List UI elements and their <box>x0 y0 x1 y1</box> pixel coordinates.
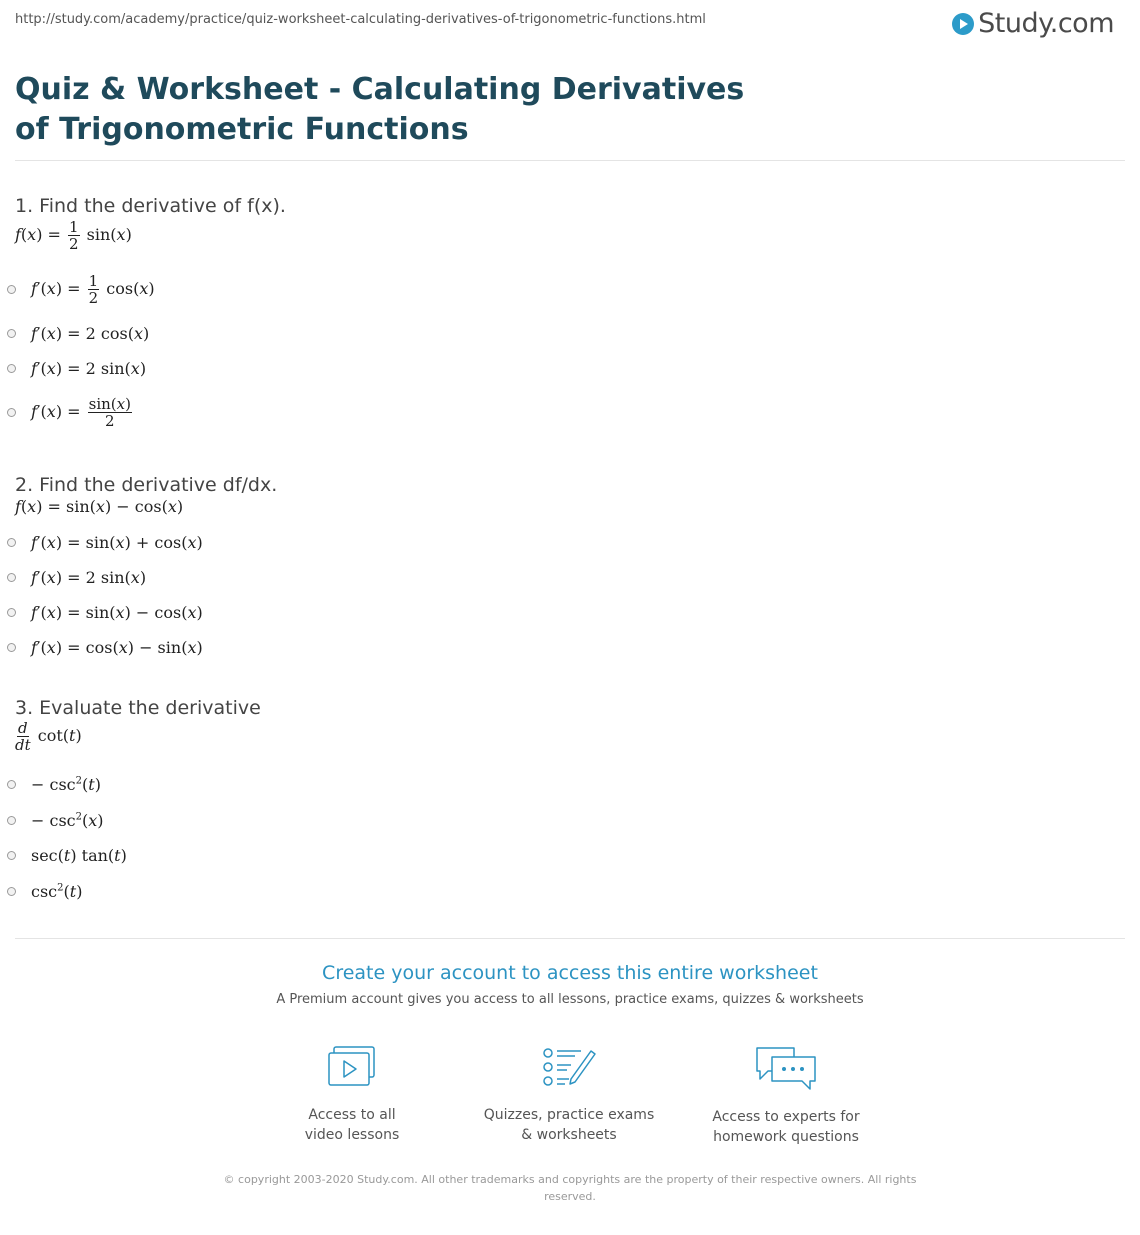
radio-button[interactable] <box>7 887 16 896</box>
q3-option-2[interactable]: − $\csc^2(x)$ <box>7 811 104 830</box>
radio-button[interactable] <box>7 329 16 338</box>
video-lessons-icon <box>326 1045 378 1089</box>
radio-button[interactable] <box>7 285 16 294</box>
study-logo[interactable] <box>952 8 1114 39</box>
quiz-checklist-icon <box>541 1045 597 1089</box>
premium-description: A Premium account gives you access to all lessons, practice exams, quizzes & worksheets <box>276 992 864 1007</box>
q1-option-3[interactable]: f′(x) = 2 sin(x) <box>7 359 146 378</box>
question-2 <box>15 474 277 496</box>
q2-option-3[interactable]: f′(x) = sin(x) − cos(x) <box>7 603 203 622</box>
divider <box>15 160 1125 161</box>
page-url: http://study.com/academy/practice/quiz-worksheet-calculating-derivatives-of-trigonometric-functions.html <box>15 12 706 27</box>
q3-option-3[interactable]: sec(t) tan(t) <box>7 846 127 865</box>
q2-option-1[interactable]: f′(x) = sin(x) + cos(x) <box>7 533 203 552</box>
question-1 <box>15 195 286 217</box>
radio-button[interactable] <box>7 851 16 860</box>
divider <box>15 938 1125 939</box>
radio-button[interactable] <box>7 573 16 582</box>
question-3 <box>15 697 261 719</box>
q2-option-2[interactable]: f′(x) = 2 sin(x) <box>7 568 146 587</box>
question-title: 1. Find the derivative of f(x). <box>15 195 286 217</box>
feature-label: Access to experts for homework questions <box>712 1109 860 1145</box>
play-circle-icon <box>952 13 974 35</box>
q2-option-4[interactable]: f′(x) = cos(x) − sin(x) <box>7 638 203 657</box>
page-title: Quiz & Worksheet - Calculating Derivatives of Trigonometric Functions <box>15 72 745 147</box>
create-account-link[interactable]: Create your account to access this entire worksheet <box>322 962 818 984</box>
radio-button[interactable] <box>7 643 16 652</box>
feature-label: Quizzes, practice exams & worksheets <box>483 1107 655 1143</box>
feature-video-lessons <box>252 1045 452 1145</box>
feature-quizzes <box>469 1045 669 1145</box>
q1-option-1[interactable]: f′(x) = $\frac{1}{2}$ cos(x) <box>7 273 155 306</box>
q1-option-2[interactable]: f′(x) = 2 cos(x) <box>7 324 149 343</box>
question-2-expression: f(x) = sin(x) − cos(x) <box>15 497 184 516</box>
copyright-footer: © copyright 2003-2020 Study.com. All other trademarks and copyrights are the property of their respective owners. All rights reserved. <box>223 1173 917 1203</box>
radio-button[interactable] <box>7 538 16 547</box>
radio-button[interactable] <box>7 608 16 617</box>
q3-option-4[interactable]: $\csc^2(t)$ <box>7 882 82 901</box>
q1-option-4[interactable]: f′(x) = $\frac{\sin(x)}{2}$ <box>7 396 134 429</box>
chat-bubbles-icon <box>754 1045 818 1091</box>
feature-label: Access to all video lessons <box>304 1107 400 1143</box>
radio-button[interactable] <box>7 816 16 825</box>
question-1-expression: f(x) = $\frac{1}{2}$ sin(x) <box>15 218 132 253</box>
radio-button[interactable] <box>7 364 16 373</box>
radio-button[interactable] <box>7 408 16 417</box>
feature-experts <box>686 1045 886 1147</box>
question-3-expression: $\frac{d}{dt}$ cot(t) <box>15 719 82 754</box>
q3-option-1[interactable]: − $\csc^2(t)$ <box>7 775 101 794</box>
question-title: 2. Find the derivative df/dx. <box>15 474 278 496</box>
question-title: 3. Evaluate the derivative <box>15 697 261 719</box>
logo-text: Study.com <box>978 8 1114 39</box>
radio-button[interactable] <box>7 780 16 789</box>
